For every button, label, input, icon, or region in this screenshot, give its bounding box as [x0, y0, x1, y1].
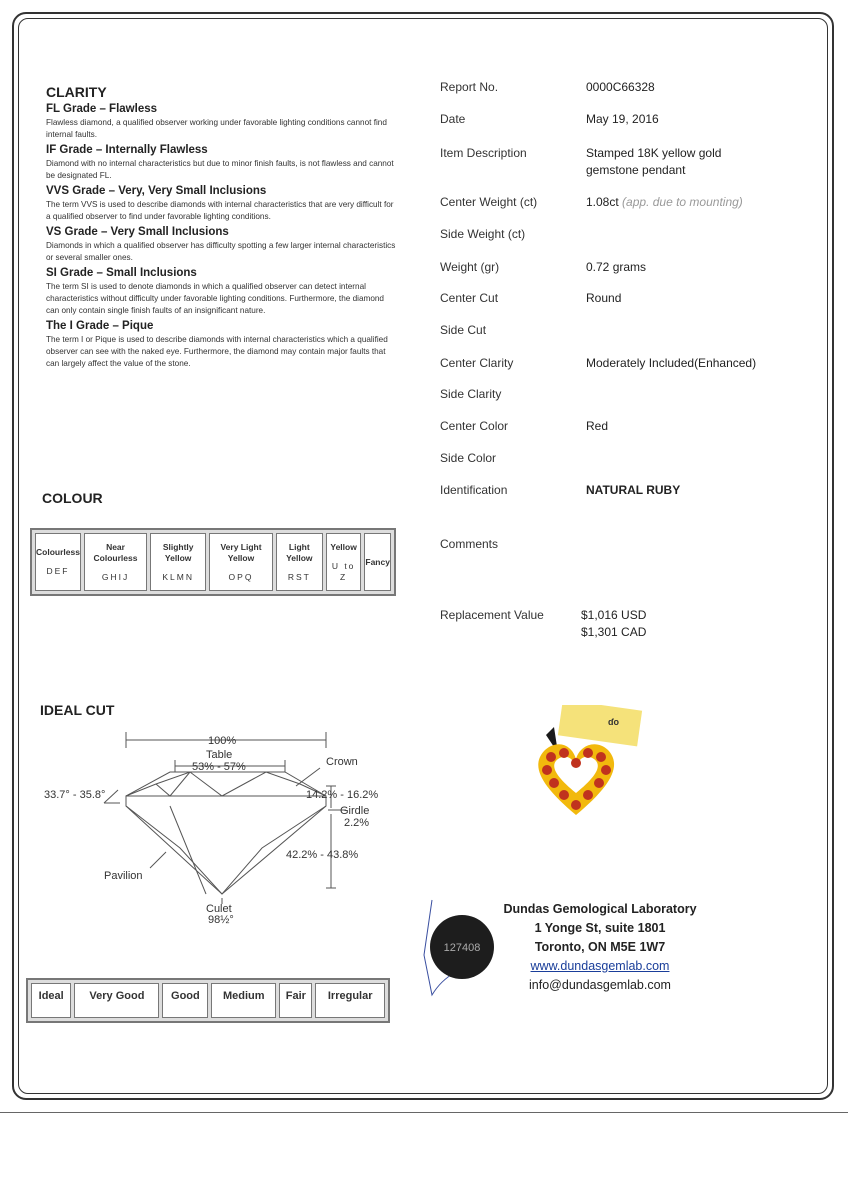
report-field-label: Item Description: [440, 146, 527, 160]
colour-grade-name: Light Yellow: [286, 541, 313, 563]
colour-grade-name: Fancy: [365, 556, 390, 567]
report-field-label: Center Cut: [440, 291, 499, 305]
page-divider: [0, 1112, 848, 1113]
colour-title: COLOUR: [42, 490, 103, 506]
report-field-value: [586, 259, 646, 276]
report-field-label: Side Color: [440, 451, 497, 465]
diagram-crown-label: Crown: [326, 756, 358, 768]
report-value-text: Red: [586, 419, 609, 433]
report-field-label: Replacement Value: [440, 608, 544, 622]
report-field-value: [586, 145, 736, 179]
colour-grade-letters: U to Z: [331, 560, 356, 582]
report-value-text: 0.72 grams: [586, 260, 647, 274]
report-value-text: NATURAL RUBY: [586, 483, 681, 497]
report-field-value: [581, 607, 646, 641]
report-field-label: Side Clarity: [440, 387, 502, 401]
colour-grade-letters: KLMN: [162, 571, 194, 582]
report-field-value: [586, 194, 743, 211]
cut-grade-cell: Very Good: [74, 983, 159, 1018]
diagram-pavilion-depth: 42.2% - 43.8%: [286, 849, 359, 861]
lab-email: info@dundasgemlab.com: [529, 978, 671, 992]
ideal-cut-title: IDEAL CUT: [40, 702, 115, 718]
colour-grade-name: Colourless: [36, 547, 80, 557]
report-field-value: [586, 290, 621, 307]
diagram-table-value: 53% - 57%: [192, 761, 246, 773]
diagram-width-label: 100%: [208, 735, 237, 747]
report-value-text: Moderately Included(Enhanced): [586, 356, 757, 370]
colour-grade-letters: RST: [287, 571, 311, 582]
lab-address-2: Toronto, ON M5E 1W7: [534, 940, 666, 954]
report-value-text: $1,016 USD: [581, 608, 647, 622]
diagram-culet-value: 98½°: [208, 914, 234, 926]
clarity-grade-heading: VVS Grade – Very, Very Small Inclusions: [46, 185, 267, 197]
report-field-label: Identification: [440, 483, 508, 497]
clarity-grade-description: The term VVS is used to describe diamonds with internal characteristics that are very difficult for a qualified observer to find under favorable lighting conditions.: [46, 200, 394, 221]
report-field-value: [586, 355, 756, 372]
report-field-label: Date: [440, 112, 466, 126]
report-value-text: 0000C66328: [586, 80, 655, 94]
report-field-label: Report No.: [440, 80, 499, 94]
clarity-title: CLARITY: [46, 84, 107, 100]
report-value-text: May 19, 2016: [586, 112, 659, 126]
colour-grade-letters: GHIJ: [101, 571, 130, 582]
clarity-grade-description: Flawless diamond, a qualified observer working under favorable lighting conditions cannot find internal faults.: [46, 118, 387, 139]
diagram-culet-label: Culet: [206, 903, 232, 915]
cut-grade-cell: Irregular: [315, 983, 385, 1018]
lab-name: Dundas Gemological Laboratory: [503, 902, 697, 916]
clarity-grade-heading: VS Grade – Very Small Inclusions: [46, 226, 229, 238]
colour-grade-letters: DEF: [46, 566, 70, 576]
cut-grade-cell: Ideal: [31, 983, 71, 1018]
cut-grade-table: [26, 978, 390, 1023]
clarity-grade-description: Diamond with no internal characteristics but due to minor finish faults, is not flawless and cannot be designated FL.: [46, 159, 394, 180]
lab-address-1: 1 Yonge St, suite 1801: [534, 921, 666, 935]
colour-grade-name: Slightly Yellow: [162, 541, 194, 563]
colour-grade-cell: [364, 533, 391, 591]
report-field-label: Side Cut: [440, 323, 487, 337]
diagram-table-label: Table: [206, 749, 233, 761]
lab-contact: [480, 900, 720, 995]
colour-grade-letters: OPQ: [228, 571, 254, 582]
report-field-label: Side Weight (ct): [440, 227, 526, 241]
colour-grade-cell: [84, 533, 147, 591]
colour-grade-cell: [326, 533, 362, 591]
report-field-value: [586, 79, 655, 96]
diagram-girdle-label: Girdle: [340, 805, 370, 817]
diagram-crown-height: 14.2% - 16.2%: [306, 789, 379, 801]
clarity-grade-heading: IF Grade – Internally Flawless: [46, 144, 208, 156]
colour-grade-name: Yellow: [330, 541, 357, 552]
report-field-value: [586, 482, 680, 499]
clarity-grade-description: The term SI is used to denote diamonds in which a qualified observer can detect internal characteristics without difficulty under favorable lighting conditions. Furthermore, the diamond can only contain single finish faults of an insignificant nature.: [46, 282, 384, 315]
report-field-label: Center Weight (ct): [440, 195, 538, 209]
svg-text:ɗo: ɗo: [608, 717, 619, 727]
lab-website-link[interactable]: www.dundasgemlab.com: [530, 959, 670, 973]
report-field-label: Weight (gr): [440, 260, 500, 274]
cut-grade-cell: Medium: [211, 983, 276, 1018]
report-value-text: Round: [586, 291, 622, 305]
diagram-girdle-value: 2.2%: [344, 817, 370, 829]
clarity-grade-description: Diamonds in which a qualified observer has difficulty spotting a few larger internal characteristics or several smaller ones.: [46, 241, 396, 262]
report-field-value: [586, 111, 659, 128]
colour-grade-cell: [276, 533, 323, 591]
diagram-pavilion-label: Pavilion: [104, 870, 143, 882]
report-value-note: (app. due to mounting): [622, 195, 743, 209]
colour-grade-name: Very Light Yellow: [220, 541, 262, 563]
colour-grade-cell: [209, 533, 273, 591]
clarity-grade-description: The term I or Pique is used to describe diamonds with internal characteristics which a qualified observer can see with the naked eye. Furthermore, the diamond may contain major faults that can largely affect the value of the stone.: [46, 335, 388, 368]
clarity-section: [46, 84, 396, 370]
colour-grade-name: Near Colourless: [93, 541, 138, 563]
colour-grade-cell: [35, 533, 81, 591]
clarity-grade-heading: SI Grade – Small Inclusions: [46, 267, 197, 279]
report-field-value: [586, 418, 608, 435]
colour-grade-cell: [150, 533, 206, 591]
report-value-secondary: $1,301 CAD: [581, 625, 647, 639]
clarity-grade-heading: The I Grade – Pique: [46, 320, 154, 332]
report-value-text: Stamped 18K yellow gold gemstone pendant: [586, 146, 722, 177]
diamond-cut-diagram: [30, 728, 400, 928]
clarity-grade-heading: FL Grade – Flawless: [46, 103, 158, 115]
cut-grade-cell: Fair: [279, 983, 312, 1018]
ruby-heart-pendant-photo: [520, 705, 650, 825]
report-field-label: Center Color: [440, 419, 509, 433]
cut-grade-cell: Good: [162, 983, 208, 1018]
seal-number: 127408: [443, 942, 481, 954]
diagram-crown-angle: 33.7° - 35.8°: [44, 789, 106, 801]
colour-scale-table: [30, 528, 396, 596]
report-field-label: Comments: [440, 537, 499, 551]
report-field-label: Center Clarity: [440, 356, 514, 370]
report-value-text: 1.08ct: [586, 195, 619, 209]
